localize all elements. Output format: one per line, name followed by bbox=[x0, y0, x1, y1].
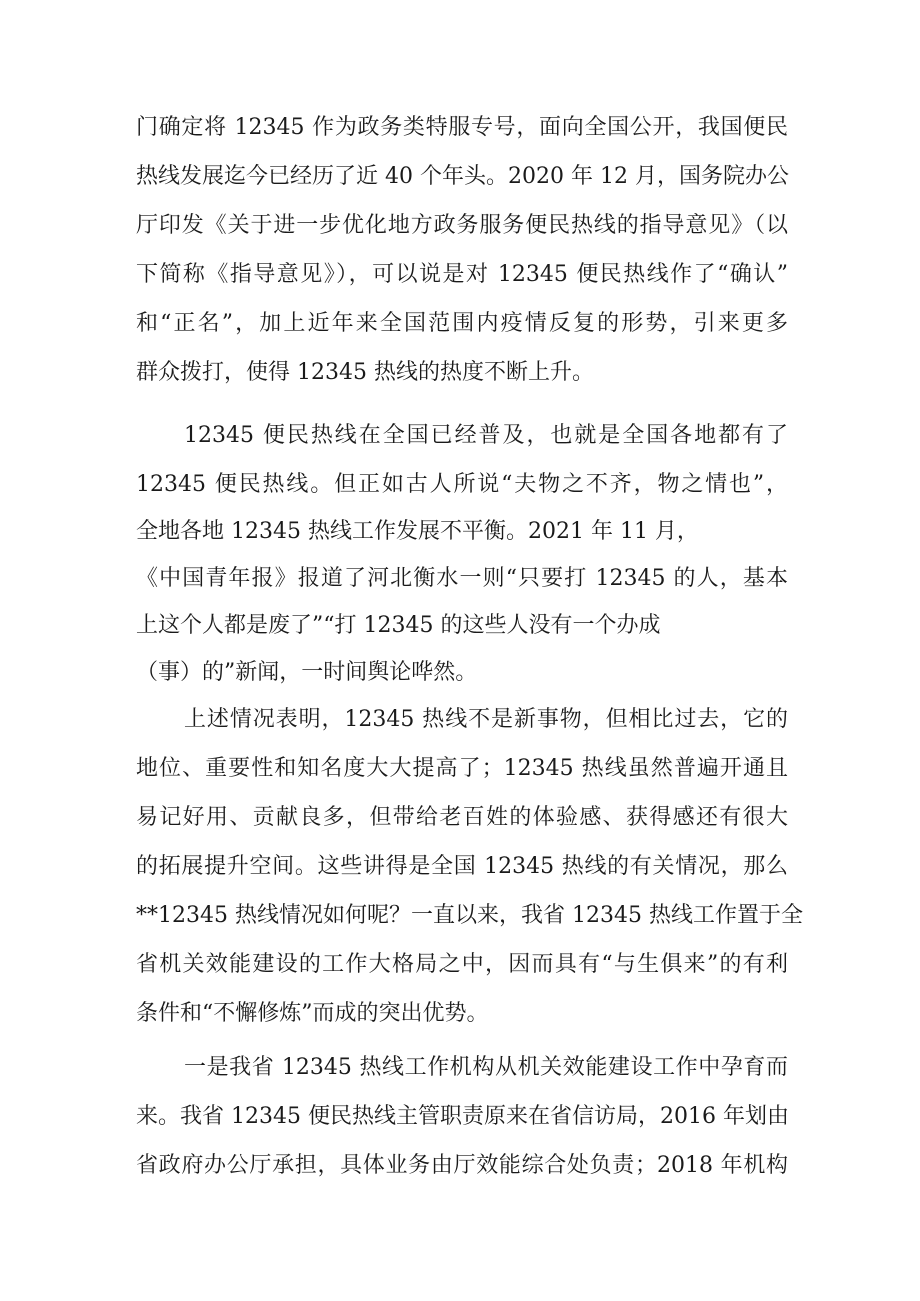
text-line: 下简称《指导意见》），可以说是对 12345 便民热线作了“确认” bbox=[136, 262, 788, 287]
text-line: 全地各地 12345 热线工作发展不平衡。2021 年 11 月， bbox=[136, 519, 699, 544]
text-line: 《中国青年报》报道了河北衡水一则“只要打 12345 的人，基本 bbox=[136, 566, 788, 591]
text-line: 和“正名”，加上近年来全国范围内疫情反复的形势，引来更多 bbox=[136, 311, 788, 336]
text-line: 上述情况表明，12345 热线不是新事物，但相比过去，它的 bbox=[184, 707, 788, 732]
text-line: 易记好用、贡献良多，但带给老百姓的体验感、获得感还有很大 bbox=[136, 805, 788, 830]
text-line: 厅印发《关于进一步优化地方政务服务便民热线的指导意见》（以 bbox=[136, 213, 788, 238]
text-line: 省机关效能建设的工作大格局之中，因而具有“与生俱来”的有利 bbox=[136, 952, 788, 977]
text-line: 条件和“不懈修炼”而成的突出优势。 bbox=[136, 1001, 489, 1026]
text-line: 地位、重要性和知名度大大提高了；12345 热线虽然普遍开通且 bbox=[136, 756, 788, 781]
text-line: 12345 便民热线在全国已经普及，也就是全国各地都有了 bbox=[184, 423, 788, 448]
text-line: 门确定将 12345 作为政务类特服专号，面向全国公开，我国便民 bbox=[136, 115, 788, 140]
text-line: 来。我省 12345 便民热线主管职责原来在省信访局，2016 年划由 bbox=[136, 1104, 789, 1129]
text-line: 的拓展提升空间。这些讲得是全国 12345 热线的有关情况，那么 bbox=[136, 854, 788, 879]
text-line: **12345 热线情况如何呢？一直以来，我省 12345 热线工作置于全 bbox=[136, 903, 803, 928]
text-line: 上这个人都是废了”“打 12345 的这些人没有一个办成 bbox=[136, 613, 661, 638]
text-line: 一是我省 12345 热线工作机构从机关效能建设工作中孕育而 bbox=[184, 1055, 788, 1080]
text-line: 省政府办公厅承担，具体业务由厅效能综合处负责；2018 年机构 bbox=[136, 1153, 788, 1178]
text-line: 热线发展迄今已经历了近 40 个年头。2020 年 12 月，国务院办公 bbox=[136, 164, 789, 189]
text-line: （事）的”新闻，一时间舆论哗然。 bbox=[136, 660, 478, 685]
text-line: 12345 便民热线。但正如古人所说“夫物之不齐，物之情也”， bbox=[136, 472, 788, 497]
text-line: 群众拨打，使得 12345 热线的热度不断上升。 bbox=[136, 360, 594, 385]
